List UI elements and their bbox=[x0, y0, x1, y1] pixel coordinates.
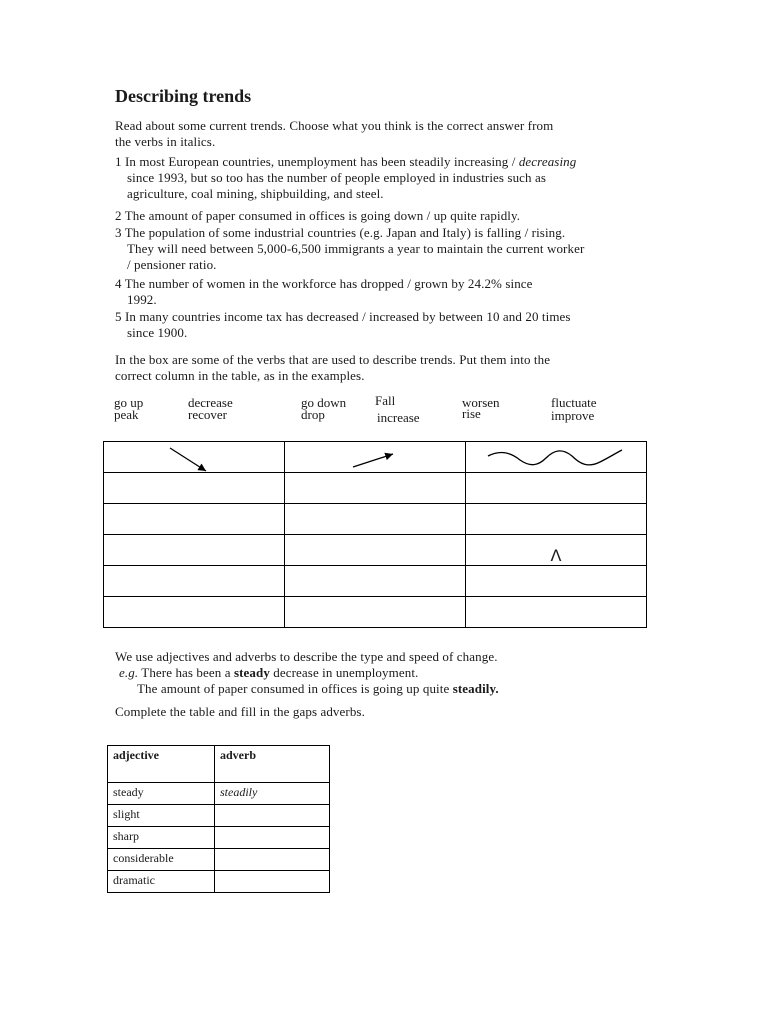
table-row bbox=[108, 805, 330, 827]
table-row bbox=[104, 504, 647, 535]
table-cell[interactable] bbox=[465, 535, 646, 566]
verb-word: fluctuate bbox=[551, 395, 597, 410]
question-1: 1 In most European countries, unemployment has been steadily increasing / decreasing since 1993, but so too has the number of people employed in industries such as agriculture, coal mining, shipbuilding, and steel. bbox=[115, 154, 577, 201]
table-row bbox=[108, 827, 330, 849]
verb-word: go up bbox=[114, 395, 144, 410]
question-4: 4 The number of women in the workforce has dropped / grown by 24.2% since 1992. bbox=[115, 276, 533, 307]
question-5: 5 In many countries income tax has decreased / increased by between 10 and 20 times since 1900. bbox=[115, 309, 571, 340]
adverb-cell[interactable] bbox=[215, 871, 330, 893]
table-cell[interactable] bbox=[104, 566, 285, 597]
italic-answer: decreasing bbox=[518, 154, 577, 169]
trend-table bbox=[103, 441, 647, 628]
down-arrow-icon bbox=[104, 442, 285, 472]
table-cell[interactable] bbox=[465, 566, 646, 597]
adjective-cell: steady bbox=[108, 783, 215, 805]
table-row bbox=[104, 473, 647, 504]
verb-word: improve bbox=[551, 408, 595, 423]
table-cell[interactable] bbox=[465, 473, 646, 504]
table-cell[interactable] bbox=[284, 473, 465, 504]
adjective-cell: sharp bbox=[108, 827, 215, 849]
adverb-cell[interactable] bbox=[215, 805, 330, 827]
verb-word: peak bbox=[114, 407, 139, 422]
table-row bbox=[104, 566, 647, 597]
handwritten-mark: Λ bbox=[550, 546, 562, 565]
column-header: adjective bbox=[108, 746, 215, 783]
question-3: 3 The population of some industrial countries (e.g. Japan and Italy) is falling / rising. They will need between 5,000-6,500 immigrants a year to maintain the current worker / pensioner ratio. bbox=[115, 225, 585, 272]
table-row bbox=[108, 849, 330, 871]
verb-word: go down bbox=[301, 395, 347, 410]
box-intro: In the box are some of the verbs that are used to describe trends. Put them into the correct column in the table, as in the examples. bbox=[115, 352, 551, 383]
table-cell[interactable] bbox=[284, 504, 465, 535]
table-cell bbox=[284, 442, 465, 473]
table-cell[interactable] bbox=[284, 566, 465, 597]
adjective-table bbox=[107, 745, 330, 893]
verb-word: worsen bbox=[462, 395, 500, 410]
adverb-cell[interactable]: steadily bbox=[215, 783, 330, 805]
instruction: Complete the table and fill in the gaps adverbs. bbox=[115, 704, 365, 719]
table-row bbox=[104, 535, 647, 566]
table-row bbox=[104, 442, 647, 473]
page-title: Describing trends bbox=[115, 86, 252, 106]
verb-word: recover bbox=[188, 407, 227, 422]
column-header: adverb bbox=[215, 746, 330, 783]
intro-line-2: the verbs in italics. bbox=[115, 134, 216, 149]
table-cell[interactable] bbox=[465, 597, 646, 628]
adjective-cell: considerable bbox=[108, 849, 215, 871]
adverb-cell[interactable] bbox=[215, 849, 330, 871]
up-arrow-icon bbox=[285, 442, 466, 472]
wave-icon bbox=[466, 442, 647, 472]
adverb-cell[interactable] bbox=[215, 827, 330, 849]
table-cell[interactable] bbox=[104, 535, 285, 566]
intro-line-1: Read about some current trends. Choose what you think is the correct answer from bbox=[115, 118, 554, 133]
adjective-cell: slight bbox=[108, 805, 215, 827]
table-row bbox=[108, 871, 330, 893]
question-2: 2 The amount of paper consumed in offices is going down / up quite rapidly. bbox=[115, 208, 521, 223]
table-cell bbox=[465, 442, 646, 473]
table-row bbox=[104, 597, 647, 628]
example-1: e.g. There has been a steady decrease in unemployment. bbox=[119, 665, 419, 680]
table-cell[interactable] bbox=[104, 473, 285, 504]
table-header-row bbox=[108, 746, 330, 783]
intro-paragraph bbox=[115, 118, 675, 150]
table-cell[interactable] bbox=[284, 597, 465, 628]
verb-word: rise bbox=[462, 406, 481, 421]
verb-word: increase bbox=[377, 410, 420, 425]
verb-word: drop bbox=[301, 407, 325, 422]
adjective-cell: dramatic bbox=[108, 871, 215, 893]
table-cell[interactable] bbox=[104, 504, 285, 535]
table-row bbox=[108, 783, 330, 805]
table-cell[interactable] bbox=[465, 504, 646, 535]
verb-word: Fall bbox=[375, 393, 396, 408]
table-cell[interactable] bbox=[104, 597, 285, 628]
verb-word: decrease bbox=[188, 395, 233, 410]
example-2: The amount of paper consumed in offices is going up quite steadily. bbox=[137, 681, 499, 696]
adjectives-intro: We use adjectives and adverbs to describe the type and speed of change. e.g. There has been a steady decrease in unemployment. The amount of paper consumed in offices is going up quite steadily. bbox=[115, 649, 675, 697]
table-cell bbox=[104, 442, 285, 473]
table-cell[interactable] bbox=[284, 535, 465, 566]
